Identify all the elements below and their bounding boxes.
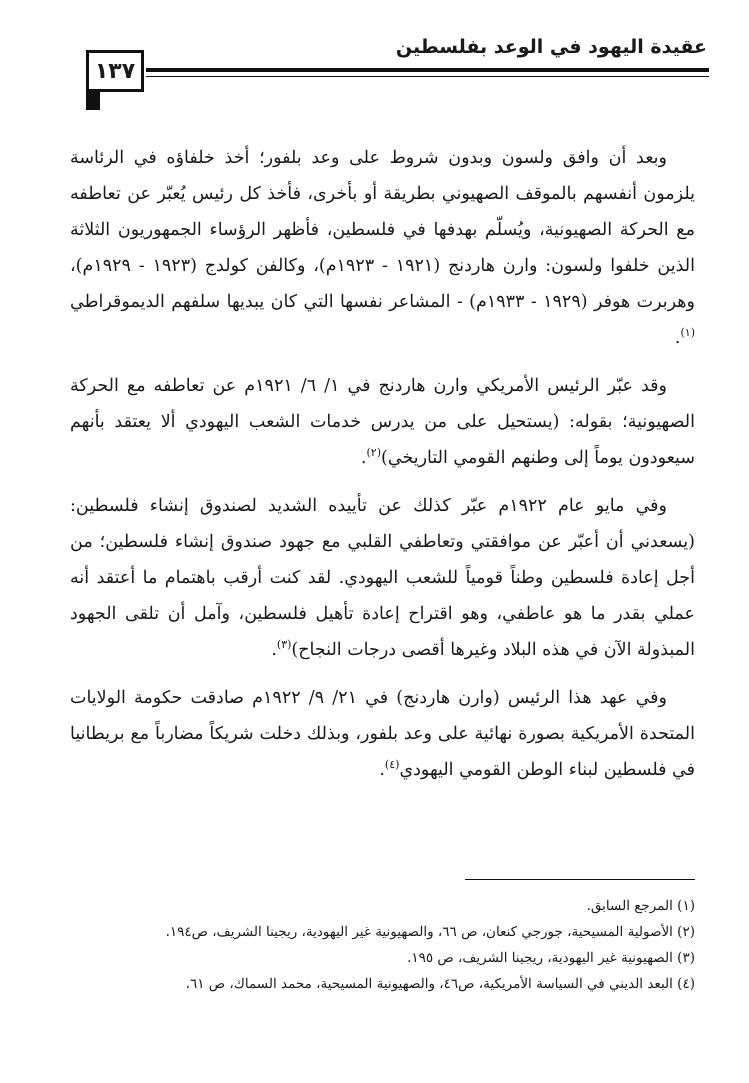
footnote-1: (١) المرجع السابق. xyxy=(586,898,695,914)
footnote-separator xyxy=(465,879,695,880)
paragraph-2: وقد عبّر الرئيس الأمريكي وارن هاردنج في ١/ ٦/ ١٩٢١م عن تعاطفه مع الحركة الصهيونية؛ بقوله: (يستحيل على من يدرس خدمات الشعب اليهودي ألا يعتقد بأنهم سيعودون يوماً إلى وطنهم القومي التاريخي)$^{(٢)}$. xyxy=(70,376,695,468)
paragraph-text: وفي مايو عام ١٩٢٢م عبّر كذلك عن تأييده الشديد لصندوق إنشاء فلسطين: (يسعدني أن أعبّر عن موافقتي وتعاطفي القلبي مع جهود صندوق إنشاء فلسطين؛ من أجل إعادة فلسطين وطناً قومياً للشعب اليهودي. لقد كنت أرقب باهتمام ما أعتقد أنه عملي بقدر ما هو عاطفي، وهو اقتراح إعادة تأهيل فلسطين، وآمل أن تلقى الجهود المبذولة الآن في هذه البلاد وغيرها أقصى درجات النجاح) xyxy=(70,496,695,660)
footnote-marker: (٤) xyxy=(384,758,400,772)
footnotes xyxy=(70,893,695,997)
paragraph-text: وبعد أن وافق ولسون وبدون شروط على وعد بلفور؛ أخذ خلفاؤه في الرئاسة يلزمون أنفسهم بالموقف الصهيوني بطريقة أو بأخرى، فأخذ كل رئيس يُعبّر عن تعاطفه مع الحركة الصهيونية، ويُسلّم بهدفها في فلسطين، فأظهر الرؤساء الجمهوريون الثلاثة الذين خلفوا ولسون: وارن هاردنج (١٩٢١ - ١٩٢٣م)، وكالفن كولدج (١٩٢٣ - ١٩٢٩م)، وهربرت هوفر (١٩٢٩ - ١٩٣٣م) - المشاعر نفسها التي كان يبديها سلفهم الديموقراطي xyxy=(70,148,695,312)
paragraph-4: وفي عهد هذا الرئيس (وارن هاردنج) في ٢١/ ٩/ ١٩٢٢م صادقت حكومة الولايات المتحدة الأمريكية بصورة نهائية على وعد بلفور، وبذلك دخلت شريكاً مضارباً مع بريطانيا في فلسطين لبناء الوطن القومي اليهودي$^{(٤)}$. xyxy=(70,688,695,780)
body-text xyxy=(70,140,695,800)
footnote-3: (٣) الصهيونية غير اليهودية، ريجينا الشريف، ص ١٩٥. xyxy=(407,950,695,966)
running-header xyxy=(0,0,749,110)
running-header-title: عقيدة اليهود في الوعد بفلسطين xyxy=(395,36,707,58)
page-number: ١٣٧ xyxy=(86,50,144,92)
paragraph-text: وقد عبّر الرئيس الأمريكي وارن هاردنج في ١/ ٦/ ١٩٢١م عن تعاطفه مع الحركة الصهيونية؛ بقوله: (يستحيل على من يدرس خدمات الشعب اليهودي ألا يعتقد بأنهم سيعودون يوماً إلى وطنهم القومي التاريخي) xyxy=(70,376,695,468)
footnote-marker: (١) xyxy=(680,326,695,340)
footnote-marker: (٢) xyxy=(366,446,381,460)
page-number-tab-decoration xyxy=(86,90,100,110)
header-rule xyxy=(146,68,709,72)
paragraph-text: وفي عهد هذا الرئيس (وارن هاردنج) في ٢١/ ٩/ ١٩٢٢م صادقت حكومة الولايات المتحدة الأمريكية بصورة نهائية على وعد بلفور، وبذلك دخلت شريكاً مضارباً مع بريطانيا في فلسطين لبناء الوطن القومي اليهودي xyxy=(70,688,695,780)
paragraph-3: وفي مايو عام ١٩٢٢م عبّر كذلك عن تأييده الشديد لصندوق إنشاء فلسطين: (يسعدني أن أعبّر عن موافقتي وتعاطفي القلبي مع جهود صندوق إنشاء فلسطين؛ من أجل إعادة فلسطين وطناً قومياً للشعب اليهودي. لقد كنت أرقب باهتمام ما أعتقد أنه عملي بقدر ما هو عاطفي، وهو اقتراح إعادة تأهيل فلسطين، وآمل أن تلقى الجهود المبذولة الآن في هذه البلاد وغيرها أقصى درجات النجاح)$^{(٣)}$. xyxy=(70,496,695,660)
paragraph-1: وبعد أن وافق ولسون وبدون شروط على وعد بلفور؛ أخذ خلفاؤه في الرئاسة يلزمون أنفسهم بالموقف الصهيوني بطريقة أو بأخرى، فأخذ كل رئيس يُعبّر عن تعاطفه مع الحركة الصهيونية، ويُسلّم بهدفها في فلسطين، فأظهر الرؤساء الجمهوريون الثلاثة الذين خلفوا ولسون: وارن هاردنج (١٩٢١ - ١٩٢٣م)، وكالفن كولدج (١٩٢٣ - ١٩٢٩م)، وهربرت هوفر (١٩٢٩ - ١٩٣٣م) - المشاعر نفسها التي كان يبديها سلفهم الديموقراطي $^{(١)}$. xyxy=(70,148,695,348)
footnote-marker: (٣) xyxy=(276,638,292,652)
header-rule-thin xyxy=(146,76,709,77)
footnote-2: (٢) الأصولية المسيحية، جورجي كنعان، ص ٦٦، والصهيونية غير اليهودية، ريجينا الشريف، ص١٩٤. xyxy=(165,924,695,940)
footnote-4: (٤) البعد الديني في السياسة الأمريكية، ص٤٦، والصهيونية المسيحية، محمد السماك، ص ٦١. xyxy=(185,976,695,992)
